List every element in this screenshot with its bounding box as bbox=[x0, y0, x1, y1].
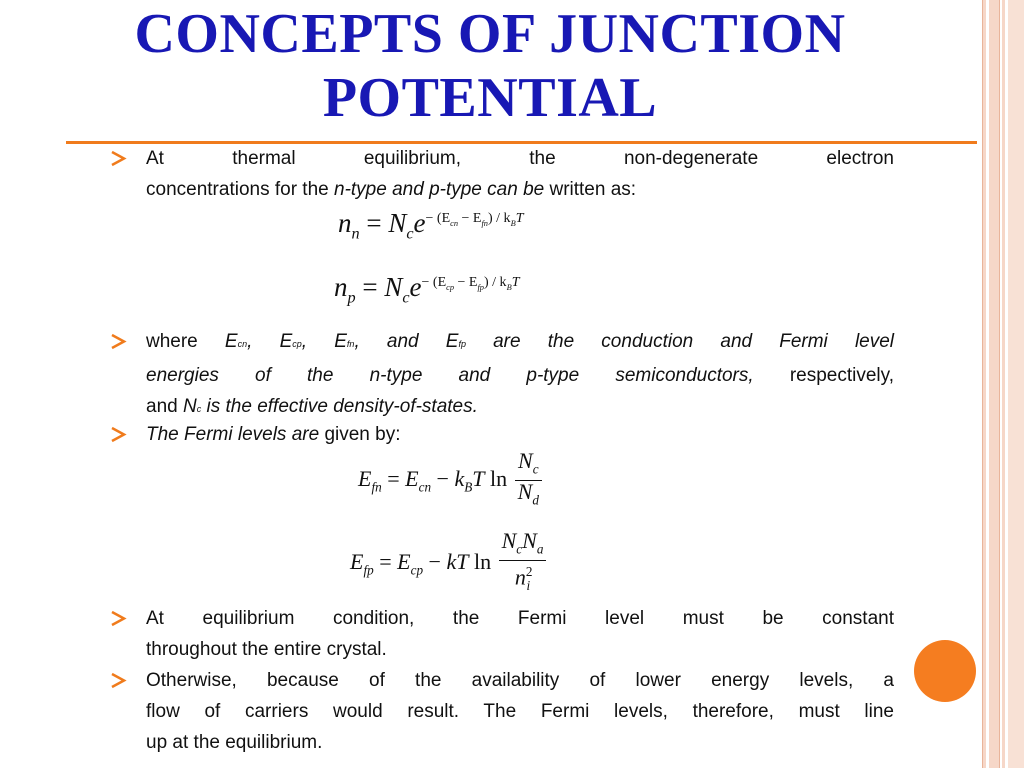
bullet-text: where Ecn, Ecp, Efn, and Efp are the conduction and Fermi level bbox=[146, 331, 895, 352]
page-title bbox=[60, 2, 920, 130]
bullet-text: Otherwise, because of the availability of lower energy levels, a bbox=[146, 670, 894, 691]
equation-efn: $E_{fn} = E_{cn} - k_BT$ ln $\frac{N_c}{N_d}$ bbox=[358, 450, 544, 512]
arrowhead-bullet-icon bbox=[108, 665, 130, 696]
bullet-text: At thermal equilibrium, the non-degenerate electron bbox=[146, 148, 894, 169]
bullet-text: up at the equilibrium. bbox=[146, 732, 323, 753]
bullet-item bbox=[108, 143, 894, 205]
bullet-text: concentrations for the n-type and p-type can be written as: bbox=[146, 179, 637, 200]
bullet-text: energies of the n-type and p-type semiconductors, respectively, bbox=[146, 365, 895, 386]
bullet-text: and Nc is the effective density-of-states. bbox=[146, 396, 478, 417]
bullet-item bbox=[108, 665, 894, 758]
bullet-text: The Fermi levels are given by: bbox=[146, 424, 401, 445]
border-line bbox=[982, 0, 983, 768]
bullet-text: throughout the entire crystal. bbox=[146, 639, 387, 660]
equation-nn: $n_n = N_ce^{- (E_{cn} - E_{fn}) / k_BT}$ bbox=[338, 208, 524, 243]
equation-efp: $E_{fp} = E_{cp}$ − kT ln $\frac{N_cN_a}{n^2_i}$ bbox=[350, 530, 548, 597]
title-line-1: CONCEPTS OF JUNCTION bbox=[134, 3, 846, 65]
arrowhead-bullet-icon bbox=[108, 419, 130, 450]
border-stripe bbox=[989, 0, 999, 768]
border-stripe bbox=[1002, 0, 1005, 768]
bullet-item bbox=[108, 326, 894, 425]
border-line bbox=[999, 0, 1000, 768]
bullet-item bbox=[108, 419, 894, 450]
arrowhead-bullet-icon bbox=[108, 603, 130, 634]
bullet-text: At equilibrium condition, the Fermi level must be constant bbox=[146, 608, 894, 629]
decorative-circle bbox=[914, 640, 976, 702]
title-line-2: POTENTIAL bbox=[322, 67, 658, 129]
arrowhead-bullet-icon bbox=[108, 326, 130, 357]
bullet-text: flow of carriers would result. The Fermi levels, therefore, must line bbox=[146, 701, 894, 722]
border-stripe bbox=[1008, 0, 1024, 768]
arrowhead-bullet-icon bbox=[108, 143, 130, 174]
equation-np: $n_p = N_ce^{- (E_{cp} - E_{fp}) / k_BT}$ bbox=[334, 272, 520, 307]
bullet-item bbox=[108, 603, 894, 665]
